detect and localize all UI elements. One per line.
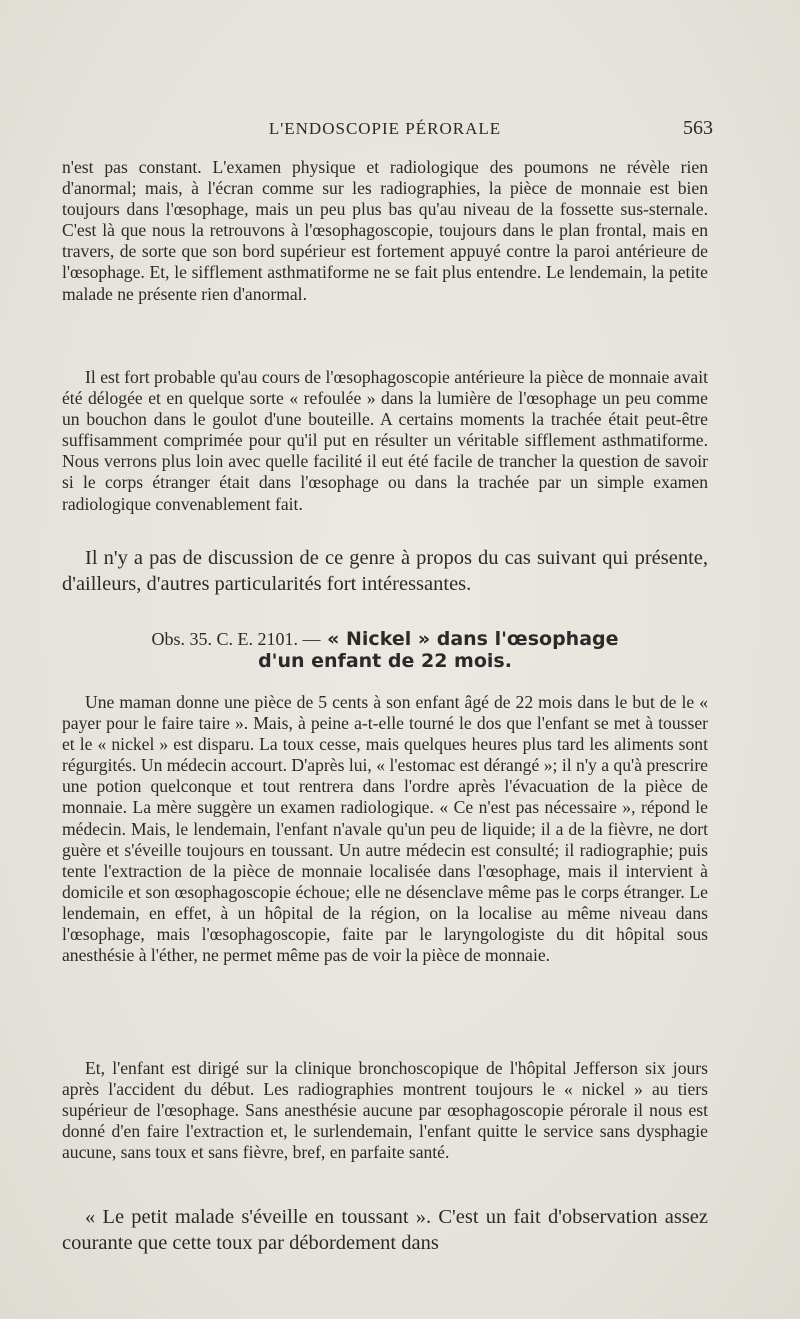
transition-paragraph: Il n'y a pas de discussion de ce genre à propos du cas suivant qui présente, d'ailleurs, d'autres particularités fort intéressantes. [62,547,708,595]
closing-paragraph: « Le petit malade s'éveille en toussant ». C'est un fait d'observation assez courante que cette toux par débordement dans [62,1206,708,1254]
paragraph-continued: n'est pas constant. L'examen physique et radiologique des poumons ne révèle rien d'anormal; mais, à l'écran comme sur les radiographies, la pièce de monnaie est bien toujours dans l'œsophage, mais un peu plus bas qu'au niveau de la fossette sus-sternale. C'est là que nous la retrouvons à l'œsophagoscopie, toujours dans le plan frontal, mais en travers, de sorte que son bord supérieur est fortement appuyé contre la paroi antérieure de l'œsophage. Et, le sifflement asthmatiforme ne se fait plus entendre. Le lendemain, la petite malade ne présente rien d'anormal. [62,157,708,304]
observation-title: « Nickel » dans l'œsophage [327,628,619,650]
paragraph-discussion: Il est fort probable qu'au cours de l'œsophagoscopie antérieure la pièce de monnaie avait été délogée et en quelque sorte « refoulée » dans la lumière de l'œsophage un peu comme un bouchon dans le goulot d'une bouteille. A certains moments la trachée était peut-être suffisamment comprimée pour qu'il put en résulter un véritable sifflement asthmatiforme. Nous verrons plus loin avec quelle facilité il eut été facile de trancher la question de savoir si le corps étranger était dans l'œsophage ou dans la trachée par un simple examen radiologique convenablement fait. [62,367,708,514]
observation-heading [62,628,708,672]
observation-heading-line-1 [62,628,708,650]
page-header [60,117,713,147]
observation-paragraph: Une maman donne une pièce de 5 cents à son enfant âgé de 22 mois dans le but de le « payer pour le faire taire ». Mais, à peine a-t-elle tourné le dos que l'enfant se met à tousser et le « nickel » est disparu. La toux cesse, mais quelques heures plus tard les aliments sont régurgités. Un médecin accourt. D'après lui, « l'estomac est dérangé »; il n'y a qu'à prescrire une potion quelconque et tout rentrera dans l'ordre après l'évacuation de la pièce de monnaie. La mère suggère un examen radiologique. « Ce n'est pas nécessaire », répond le médecin. Mais, le lendemain, l'enfant n'avale qu'un peu de liquide; il a de la fièvre, ne dort guère et s'éveille toujours en toussant. Un autre médecin est consulté; il radiographie; puis tente l'extraction de la pièce de monnaie localisée dans l'œsophage, mais il intervient à domicile et son œsophagoscopie échoue; elle ne désenclave même pas le corps étranger. Le lendemain, en effet, à un hôpital de la région, on la localise au même niveau dans l'œsophage, mais l'œsophagoscopie, faite par le laryngologiste du dit hôpital sous anesthésie à l'éther, ne permet même pas de voir la pièce de monnaie. [62,692,708,966]
page-number: 563 [683,117,713,139]
observation-label: Obs. 35. C. E. 2101. — [151,629,321,649]
observation-subtitle: d'un enfant de 22 mois. [258,650,512,672]
observation-paragraph-2: Et, l'enfant est dirigé sur la clinique bronchoscopique de l'hôpital Jefferson six jours après l'accident du début. Les radiographies montrent toujours le « nickel » au tiers supérieur de l'œsophage. Sans anesthésie aucune par œsophagoscopie pérorale il nous est donné d'en faire l'extraction et, le surlendemain, l'enfant quitte le service sans dysphagie aucune, sans toux et sans fièvre, bref, en parfaite santé. [62,1058,708,1163]
running-title: L'ENDOSCOPIE PÉRORALE [268,119,502,138]
